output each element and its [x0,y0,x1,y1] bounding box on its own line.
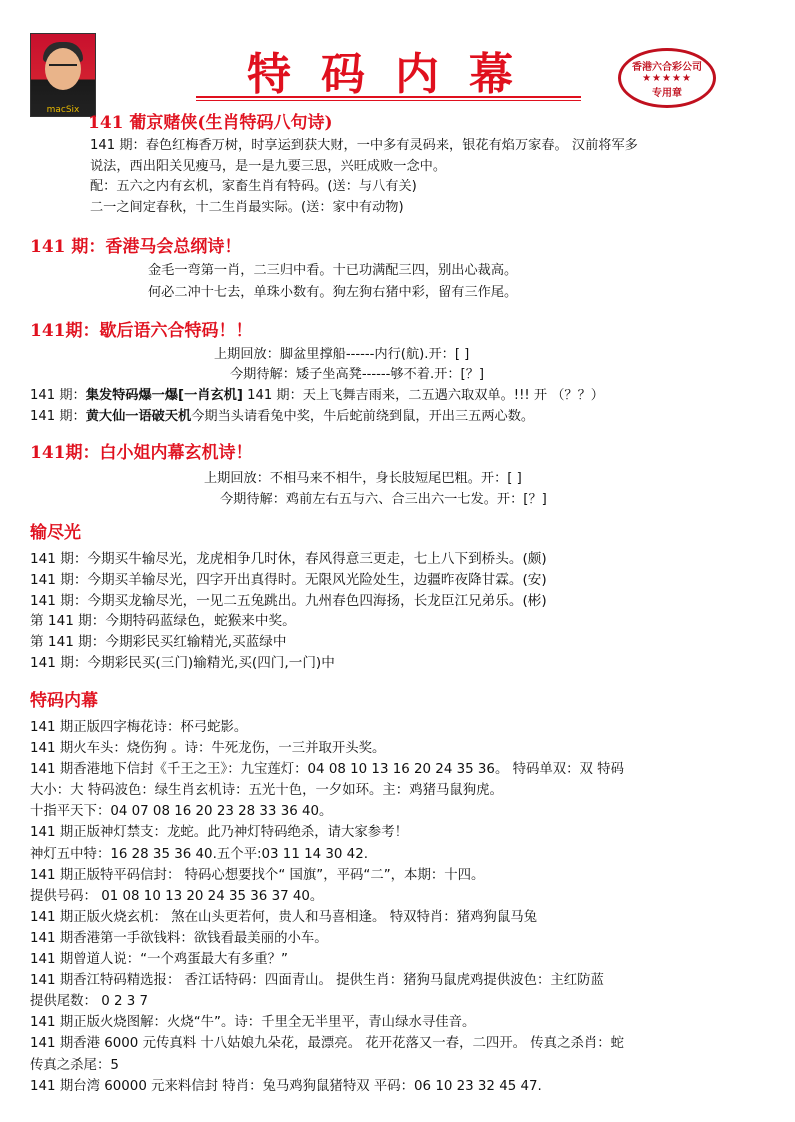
stamp-bottom-text: 专用章 [652,88,682,99]
text-line: 141 期香港地下信封《千王之王》：九宝莲灯：04 08 10 13 16 20 24 35 36。 特码单双：双 特码 [30,762,624,778]
text-line-burst [30,385,604,406]
text-line: 二一之间定春秋，十二生肖最实际。(送：家中有动物) [90,199,404,215]
text-line: 141 期正版火烧图解：火烧“牛”。诗：千里全无半里平，青山绿水寻佳音。 [30,1015,476,1031]
text-line: 141 期香港 6000 元传真料 十八姑娘九朵花，最漂亮。 花开花落又一春，二四开。 传真之杀肖：蛇 [30,1036,625,1052]
text-line-wong-tai-sin [30,406,534,427]
title-underline [196,96,581,98]
text-line: 141 期：今期彩民买(三门)输精光,买(四门,一门)中 [30,654,335,671]
section-heading-lose-all: 输尽光 [30,523,81,543]
text-line: 141 期曾道人说：“一个鸡蛋最大有多重？” [30,952,288,968]
section-heading-proverb: 141期：歇后语六合特码！！ [30,321,253,341]
text-line-this-issue: 今期待解：鸡前左右五与六、合三出六一七发。开：[？] [220,492,547,507]
section-poem-body [90,136,638,218]
text-line: 141 期火车头：烧伤狗 。诗：牛死龙伤，一三并取开头奖。 [30,741,386,757]
text-line: 141 期正版四字梅花诗：杯弓蛇影。 [30,720,248,735]
photo-watermark: macSix [46,105,80,115]
text-line: 第 141 期：今期彩民买红输精光,买蓝绿中 [30,634,287,651]
line-rest: 今期当头请看兔中奖，牛后蛇前绕到鼠，开出三五两心数。 [191,409,535,424]
text-line: 141 期正版火烧玄机： 煞在山头更若何，贵人和马喜相逢。 特双特肖：猪鸡狗鼠马兔 [30,909,537,925]
section-inside-info-body [30,717,624,1097]
line-bold: 集发特码爆一爆[一肖玄机] [85,388,243,403]
text-line-this-issue: 今期待解：矮子坐高凳------够不着.开：[？] [230,367,485,382]
text-line: 金毛一弯第一肖，二三归中看。十已功满配三四，别出心裁高。 [148,263,518,278]
text-line: 141 期正版特平码信封： 特码心想要找个“ 国旗”，平码“二”，本期：十四。 [30,867,485,883]
text-line: 何必二冲十七去，单珠小数有。狗左狗右猪中彩，留有三作尾。 [148,285,518,300]
section-heading-inside-info: 特码内幕 [30,691,98,711]
section-heading-hk: 141 期：香港马会总纲诗！ [30,237,242,257]
section-heading-miss-white: 141期：白小姐内幕玄机诗！ [30,443,253,463]
line-bold: 黄大仙一语破天机 [85,409,192,424]
text-line-last-result: 上期回放：脚盆里撑船------内行(航).开：[ ] [214,347,470,362]
glasses-shape [49,64,77,72]
avatar-photo [30,33,96,117]
section-lose-all-body [30,549,547,674]
text-line: 141 期：今期买牛输尽光，龙虎相争几时休，春风得意三更走，七上八下到桥头。(颇) [30,551,547,567]
stamp-top-text: 香港六合彩公司 [632,62,702,73]
title-underline-thin [196,100,581,101]
section-heading-poem: 141 葡京赌侠(生肖特码八句诗) [88,113,333,133]
text-line: 141 期：今期买龙输尽光，一见二五兔跳出。九州春色四海扬，长龙臣江兄弟乐。(彬) [30,592,547,609]
text-line: 说法，西出阳关见瘦马，是一是九要三思，兴旺成败一念中。 [90,158,447,174]
line-prefix: 141 期： [30,409,86,424]
section-hk-body [148,260,517,304]
official-stamp [618,48,716,108]
text-line: 第 141 期：今期特码蓝绿色，蛇猴来中奖。 [30,613,296,630]
line-prefix: 141 期： [30,388,86,403]
line-rest: 141 期：天上飞舞吉雨来，二五遇六取双单。!!! 开 （？？） [242,388,604,403]
text-line: 提供号码： 01 08 10 13 20 24 35 36 37 40。 [30,888,324,904]
text-line: 141 期香港第一手欲钱料：欲钱看最美丽的小车。 [30,930,328,946]
text-line: 141 期台湾 60000 元来料信封 特肖：兔马鸡狗鼠猪特双 平码：06 10 23 32 45 47. [30,1078,542,1094]
text-line: 141 期香江特码精选报： 香江话特码：四面青山。 提供生肖：猪狗马鼠虎鸡提供波色：主红防蓝 [30,973,604,989]
text-line: 提供尾数： 0 2 3 7 [30,994,149,1010]
text-line: 神灯五中特：16 28 35 36 40.五个平:03 11 14 30 42. [30,846,368,862]
text-line: 141 期正版神灯禁支：龙蛇。此乃神灯特码绝杀，请大家参考！ [30,825,408,841]
page-title: 特码内幕 [247,49,543,100]
text-line: 十指平天下：04 07 08 16 20 23 28 33 36 40。 [30,804,333,820]
text-line: 141 期：春色红梅香万树，时享运到获大财，一中多有灵码来，银花有焰万家春。 汉前将军多 [90,138,638,153]
text-line: 配：五六之内有玄机，家畜生肖有特码。(送：与八有关) [90,179,417,194]
text-line: 大小：大 特码波色：绿生肖玄机诗：五光十色，一夕如环。主：鸡猪马鼠狗虎。 [30,783,503,799]
text-line: 传真之杀尾：5 [30,1057,119,1073]
text-line-last-result: 上期回放：不相马来不相牛，身长肢短尾巴粗。开：[ ] [204,471,522,486]
text-line: 141 期：今期买羊输尽光，四字开出真得时。无限风光险处生，边疆昨夜降甘霖。(安) [30,571,547,588]
stamp-stars: ★★★★★ [642,73,692,84]
